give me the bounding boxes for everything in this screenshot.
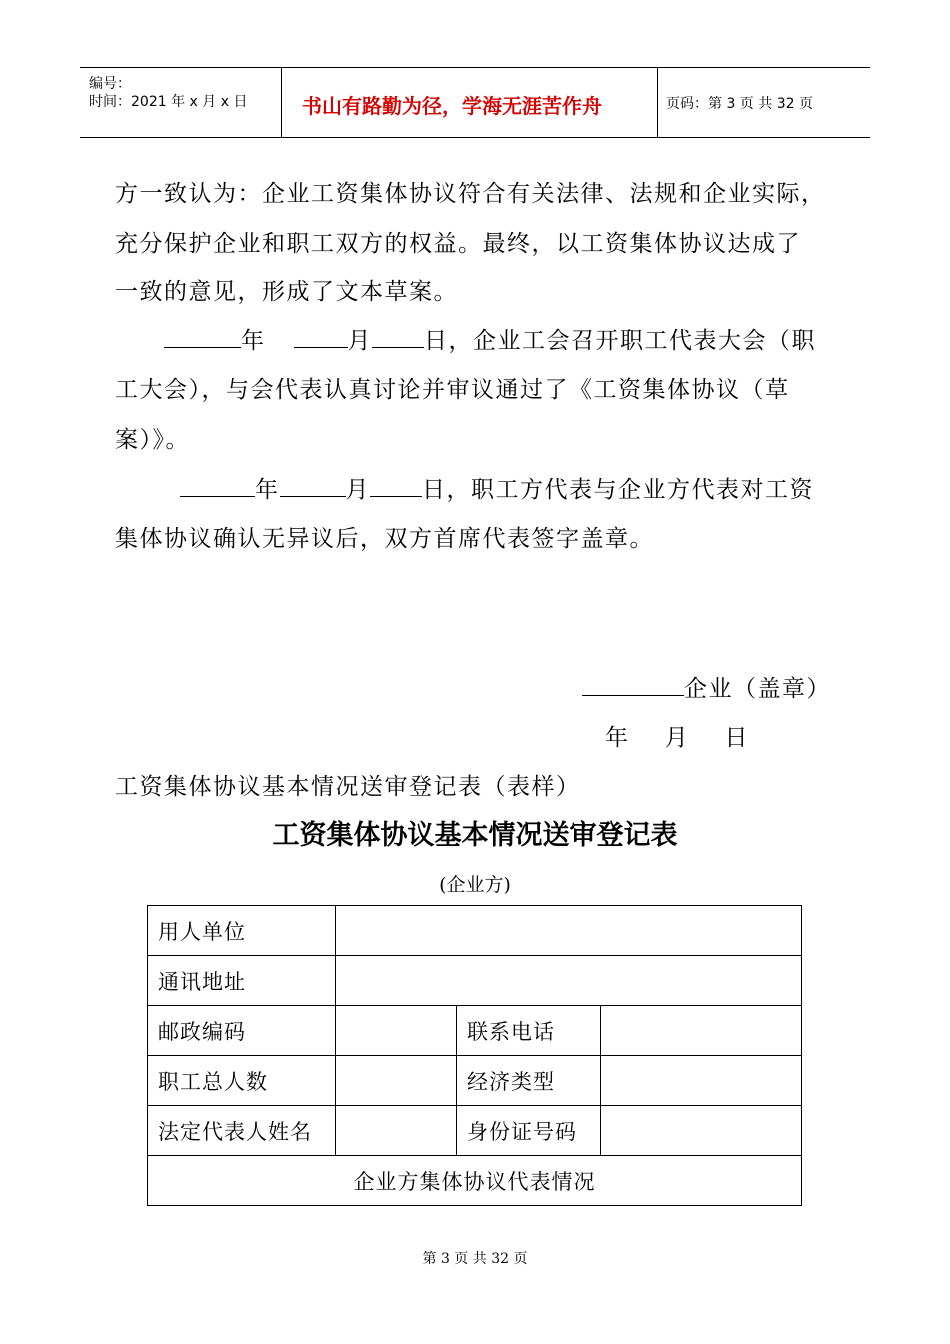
year-blank[interactable] xyxy=(164,325,241,348)
representatives-section-label: 企业方集体协议代表情况 xyxy=(148,1156,802,1206)
year-label: 年 xyxy=(241,328,266,354)
paragraph-2-line-1-text: 日，企业工会召开职工代表大会（职 xyxy=(424,328,816,354)
year-label: 年 xyxy=(255,477,280,503)
legal-rep-field[interactable] xyxy=(336,1106,457,1156)
table-row xyxy=(148,1056,802,1106)
employer-label: 用人单位 xyxy=(148,906,336,956)
table-row xyxy=(148,906,802,956)
table-row xyxy=(148,956,802,1006)
month-blank[interactable] xyxy=(294,325,348,348)
staff-count-field[interactable] xyxy=(336,1056,457,1106)
registration-table xyxy=(147,905,802,1206)
day-blank[interactable] xyxy=(372,325,424,348)
paragraph-3-line-1-text: 日，职工方代表与企业方代表对工资 xyxy=(422,477,814,503)
month-label: 月 xyxy=(345,477,370,503)
phone-field[interactable] xyxy=(601,1006,802,1056)
form-caption: 工资集体协议基本情况送审登记表（表样） xyxy=(115,774,581,800)
document-date: 时间：2021 年 x 月 x 日 xyxy=(89,94,248,110)
address-field[interactable] xyxy=(336,956,802,1006)
economic-type-label: 经济类型 xyxy=(457,1056,601,1106)
staff-count-label: 职工总人数 xyxy=(148,1056,336,1106)
day-blank[interactable] xyxy=(370,474,422,497)
postcode-label: 邮政编码 xyxy=(148,1006,336,1056)
paragraph-1-line-3: 一致的意见，形成了文本草案。 xyxy=(115,279,458,305)
employer-field[interactable] xyxy=(336,906,802,956)
seal-label: 企业（盖章） xyxy=(684,676,831,702)
phone-label: 联系电话 xyxy=(457,1006,601,1056)
paragraph-2-line-1 xyxy=(164,322,816,355)
company-name-blank[interactable] xyxy=(582,673,684,696)
form-title: 工资集体协议基本情况送审登记表 xyxy=(272,820,678,851)
month-blank[interactable] xyxy=(280,474,346,497)
paragraph-2-line-3: 案）》。 xyxy=(115,427,190,453)
year-blank[interactable] xyxy=(180,474,255,497)
id-number-field[interactable] xyxy=(601,1106,802,1156)
table-row xyxy=(148,1106,802,1156)
page-header xyxy=(80,67,870,138)
paragraph-1-line-1: 方一致认为：企业工资集体协议符合有关法律、法规和企业实际， xyxy=(115,181,826,207)
id-number-label: 身份证号码 xyxy=(457,1106,601,1156)
paragraph-3-line-1 xyxy=(180,471,814,504)
legal-rep-label: 法定代表人姓名 xyxy=(148,1106,336,1156)
signature-date: 年 月 日 xyxy=(605,725,749,751)
economic-type-field[interactable] xyxy=(601,1056,802,1106)
paragraph-1-line-2: 充分保护企业和职工双方的权益。最终，以工资集体协议达成了 xyxy=(115,231,801,257)
header-motto: 书山有路勤为径，学海无涯苦作舟 xyxy=(302,94,602,118)
paragraph-3-line-2: 集体协议确认无异议后，双方首席代表签字盖章。 xyxy=(115,526,654,552)
header-meta xyxy=(80,68,282,137)
header-motto-cell xyxy=(282,68,658,137)
header-page-number: 页码：第 3 页 共 32 页 xyxy=(666,96,813,112)
month-label: 月 xyxy=(347,328,372,354)
paragraph-2-line-2: 工大会），与会代表认真讨论并审议通过了《工资集体协议（草 xyxy=(115,377,790,403)
address-label: 通讯地址 xyxy=(148,956,336,1006)
page-footer: 第 3 页 共 32 页 xyxy=(422,1251,528,1267)
table-row xyxy=(148,1006,802,1056)
document-number: 编号： xyxy=(89,76,131,92)
table-row xyxy=(148,1156,802,1206)
postcode-field[interactable] xyxy=(336,1006,457,1056)
seal-line xyxy=(582,670,831,703)
form-subtitle: (企业方) xyxy=(439,874,511,896)
